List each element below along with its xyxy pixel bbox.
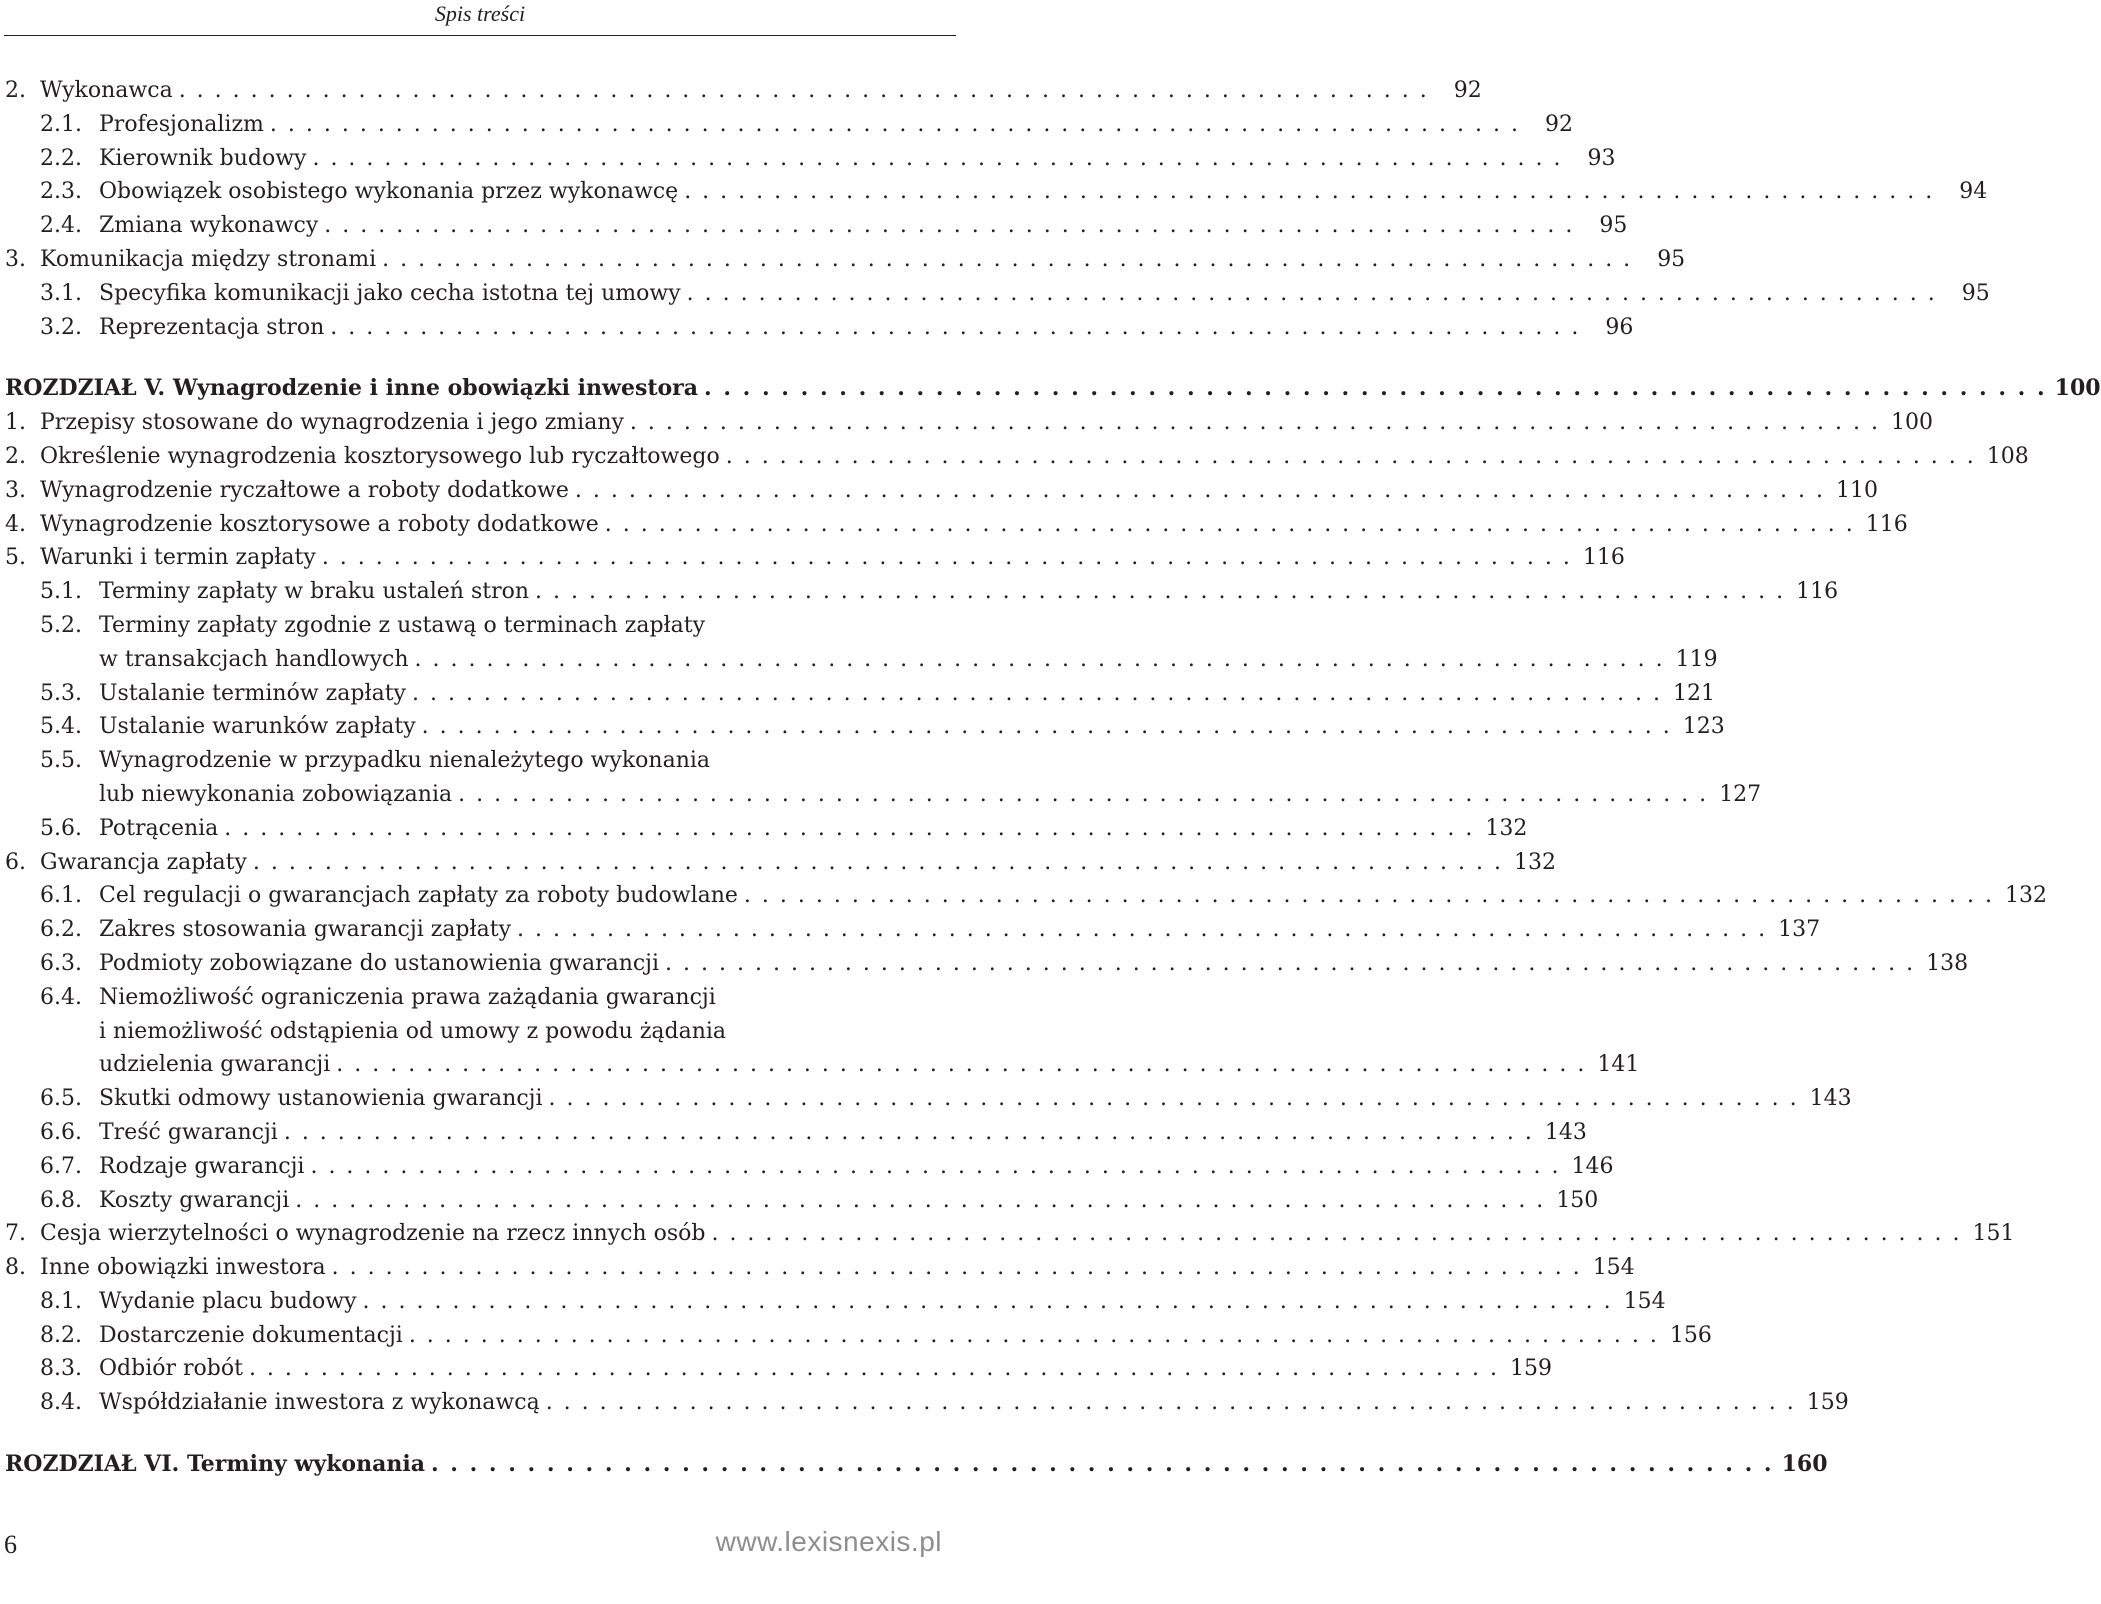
toc-line [5, 744, 936, 778]
toc-title: Określenie wynagrodzenia kosztorysowego lub ryczałtowego [40, 443, 720, 469]
toc-number: 6. [5, 849, 26, 875]
toc-line [5, 981, 936, 1015]
dot-leader: . . . . . . . . . . . . . . . . . . . . . . . . . . . . . . . . . . . . . . . . . . . . . . . . . . . . . . . . . . . . . . . . . . . . . . [414, 646, 1665, 672]
toc-page-number: 95 [1961, 280, 1990, 306]
toc-page-number: 150 [1556, 1187, 1599, 1213]
toc-title: Niemożliwość ograniczenia prawa zażądania gwarancji [99, 984, 716, 1010]
dot-leader: . . . . . . . . . . . . . . . . . . . . . . . . . . . . . . . . . . . . . . . . . . . . . . . . . . . . . . . . . . . . . . . . . . . . . . [330, 314, 1581, 340]
toc-title-continuation: lub niewykonania zobowiązania [99, 781, 453, 807]
dot-leader: . . . . . . . . . . . . . . . . . . . . . . . . . . . . . . . . . . . . . . . . . . . . . . . . . . . . . . . . . . . . . . . . . . . . . . [704, 375, 2047, 402]
toc-number: 3.2. [40, 314, 82, 340]
toc-number: 5.3. [40, 680, 82, 706]
toc-page-number: 138 [1926, 950, 1969, 976]
toc-entry[interactable] [5, 947, 1969, 981]
dot-leader: . . . . . . . . . . . . . . . . . . . . . . . . . . . . . . . . . . . . . . . . . . . . . . . . . . . . . . . . . . . . . . . . . . . . . . [382, 246, 1633, 272]
dot-leader: . . . . . . . . . . . . . . . . . . . . . . . . . . . . . . . . . . . . . . . . . . . . . . . . . . . . . . . . . . . . . . . . . . . . . . [331, 1255, 1582, 1281]
toc-page-number: 146 [1571, 1153, 1614, 1179]
toc-title: Warunki i termin zapłaty [40, 545, 316, 571]
dot-leader: . . . . . . . . . . . . . . . . . . . . . . . . . . . . . . . . . . . . . . . . . . . . . . . . . . . . . . . . . . . . . . . . . . . . . . [458, 781, 1709, 807]
toc-number: 3. [5, 246, 26, 272]
toc-page-number: 119 [1675, 646, 1718, 672]
toc-line [5, 947, 1969, 981]
toc-entry[interactable] [5, 474, 1878, 508]
toc-title: ROZDZIAŁ VI. Terminy wykonania [5, 1451, 425, 1478]
toc-title: Odbiór robót [99, 1356, 243, 1382]
toc-page-number: 96 [1605, 314, 1634, 340]
toc-line [5, 209, 1628, 243]
dot-leader: . . . . . . . . . . . . . . . . . . . . . . . . . . . . . . . . . . . . . . . . . . . . . . . . . . . . . . . . . . . . . . . . . . . . . . [430, 1451, 1774, 1478]
toc-line [5, 677, 1716, 711]
toc-chapter-entry[interactable] [5, 1448, 1828, 1482]
toc-page-number: 94 [1959, 179, 1988, 205]
toc-title: Profesjonalizm [99, 111, 264, 137]
toc-page-number: 100 [2054, 375, 2101, 402]
toc-line [5, 142, 1616, 176]
toc-title: Dostarczenie dokumentacji [99, 1322, 403, 1348]
toc-page-number: 110 [1835, 477, 1878, 503]
toc-page-number: 143 [1544, 1119, 1587, 1145]
dot-leader: . . . . . . . . . . . . . . . . . . . . . . . . . . . . . . . . . . . . . . . . . . . . . . . . . . . . . . . . . . . . . . . . . . . . . . [684, 179, 1935, 205]
toc-page-number: 93 [1587, 145, 1616, 171]
toc-page-number: 123 [1682, 714, 1725, 740]
toc-number: 5.2. [40, 612, 82, 638]
toc-page-number: 159 [1510, 1356, 1552, 1382]
toc-title: Ustalanie terminów zapłaty [99, 680, 406, 706]
toc-title: Specyfika komunikacji jako cecha istotna tej umowy [99, 280, 681, 306]
dot-leader: . . . . . . . . . . . . . . . . . . . . . . . . . . . . . . . . . . . . . . . . . . . . . . . . . . . . . . . . . . . . . . . . . . . . . . [411, 680, 1663, 706]
toc-page-number: 154 [1623, 1288, 1666, 1314]
toc-entry[interactable] [5, 1386, 1849, 1420]
toc-line [5, 1448, 1828, 1482]
toc-title: Potrącenia [99, 815, 219, 841]
toc-entry[interactable] [5, 1184, 1599, 1218]
toc-line-continuation [5, 778, 1762, 812]
toc-number: 2. [5, 78, 26, 103]
dot-leader: . . . . . . . . . . . . . . . . . . . . . . . . . . . . . . . . . . . . . . . . . . . . . . . . . . . . . . . . . . . . . . . . . . . . . . [283, 1119, 1534, 1145]
toc-page-number: 95 [1599, 213, 1628, 239]
toc-page-number: 141 [1597, 1052, 1640, 1078]
toc-number: 6.6. [40, 1119, 82, 1145]
toc-title: Wynagrodzenie w przypadku nienależytego wykonania [99, 748, 711, 774]
toc-number: 2.2. [40, 145, 82, 171]
toc-entry[interactable] [5, 846, 1556, 880]
toc-number: 2. [5, 443, 26, 469]
toc-title: Terminy zapłaty zgodnie z ustawą o terminach zapłaty [99, 612, 706, 638]
dot-leader: . . . . . . . . . . . . . . . . . . . . . . . . . . . . . . . . . . . . . . . . . . . . . . . . . . . . . . . . . . . . . . . . . . . . . . [336, 1052, 1587, 1078]
toc-page-number: 143 [1809, 1086, 1852, 1112]
toc-line [5, 474, 1878, 508]
toc-entry[interactable] [5, 175, 1988, 209]
toc-title-continuation: i niemożliwość odstąpienia od umowy z powodu żądania [99, 1018, 727, 1044]
toc-page-number: 92 [1453, 78, 1482, 103]
toc-page-number: 116 [1796, 579, 1839, 605]
toc-line [5, 913, 1821, 947]
toc-page-number: 100 [1890, 410, 1933, 436]
toc-entry[interactable] [5, 142, 1616, 176]
toc-line [5, 372, 2101, 406]
toc-title: Cesja wierzytelności o wynagrodzenie na rzecz innych osób [40, 1221, 706, 1247]
toc-number: 6.1. [40, 883, 82, 909]
dot-leader: . . . . . . . . . . . . . . . . . . . . . . . . . . . . . . . . . . . . . . . . . . . . . . . . . . . . . . . . . . . . . . . . . . . . . . [665, 950, 1916, 976]
toc-page-number: 132 [2004, 883, 2047, 909]
toc-entry[interactable] [5, 575, 1839, 609]
toc-number: 2.4. [40, 213, 82, 239]
toc-entry[interactable] [5, 609, 1718, 677]
toc-title: Reprezentacja stron [99, 314, 325, 340]
section-gap [5, 1420, 936, 1448]
dot-leader: . . . . . . . . . . . . . . . . . . . . . . . . . . . . . . . . . . . . . . . . . . . . . . . . . . . . . . . . . . . . . . . . . . . . . . [178, 78, 1429, 103]
toc-entry[interactable] [5, 1150, 1614, 1184]
toc-page-number: 156 [1669, 1322, 1712, 1348]
dot-leader: . . . . . . . . . . . . . . . . . . . . . . . . . . . . . . . . . . . . . . . . . . . . . . . . . . . . . . . . . . . . . . . . . . . . . . [324, 213, 1575, 239]
toc-entry[interactable] [5, 1319, 1712, 1353]
toc-entry[interactable] [5, 1285, 1666, 1319]
toc-entry[interactable] [5, 1251, 1635, 1285]
toc-line [5, 710, 1725, 744]
toc-number: 6.2. [40, 917, 82, 943]
toc-line [5, 541, 1625, 575]
toc-line [5, 1116, 1587, 1150]
toc-number: 6.7. [40, 1153, 82, 1179]
table-of-contents [5, 74, 2101, 1482]
toc-number: 1. [5, 410, 26, 436]
toc-title: Treść gwarancji [99, 1119, 278, 1145]
toc-title: Komunikacja między stronami [40, 246, 377, 272]
toc-number: 8.2. [40, 1322, 82, 1348]
toc-entry[interactable] [5, 913, 1821, 947]
dot-leader: . . . . . . . . . . . . . . . . . . . . . . . . . . . . . . . . . . . . . . . . . . . . . . . . . . . . . . . . . . . . . . . . . . . . . . [295, 1187, 1546, 1213]
toc-page-number: 116 [1865, 511, 1908, 537]
dot-leader: . . . . . . . . . . . . . . . . . . . . . . . . . . . . . . . . . . . . . . . . . . . . . . . . . . . . . . . . . . . . . . . . . . . . . . [517, 917, 1768, 943]
dot-leader: . . . . . . . . . . . . . . . . . . . . . . . . . . . . . . . . . . . . . . . . . . . . . . . . . . . . . . . . . . . . . . . . . . . . . . [548, 1086, 1799, 1112]
toc-line [5, 243, 1686, 277]
toc-page-number: 95 [1657, 246, 1686, 272]
dot-leader: . . . . . . . . . . . . . . . . . . . . . . . . . . . . . . . . . . . . . . . . . . . . . . . . . . . . . . . . . . . . . . . . . . . . . . [310, 1153, 1561, 1179]
toc-entry[interactable] [5, 74, 1482, 108]
toc-page-number: 92 [1544, 111, 1573, 137]
dot-leader: . . . . . . . . . . . . . . . . . . . . . . . . . . . . . . . . . . . . . . . . . . . . . . . . . . . . . . . . . . . . . . . . . . . . . . [686, 280, 1937, 306]
toc-number: 8.3. [40, 1356, 82, 1382]
toc-entry[interactable] [5, 1116, 1587, 1150]
toc-number: 6.4. [40, 984, 82, 1010]
toc-entry[interactable] [5, 508, 1908, 542]
toc-number: 5.4. [40, 714, 82, 740]
toc-line [5, 879, 2047, 913]
toc-entry[interactable] [5, 277, 1990, 311]
toc-line [5, 311, 1634, 345]
toc-title: Podmioty zobowiązane do ustanowienia gwarancji [99, 950, 660, 976]
toc-title: Współdziałanie inwestora z wykonawcą [99, 1390, 540, 1416]
toc-number: 3. [5, 477, 26, 503]
toc-line [5, 406, 1933, 440]
dot-leader: . . . . . . . . . . . . . . . . . . . . . . . . . . . . . . . . . . . . . . . . . . . . . . . . . . . . . . . . . . . . . . . . . . . . . . [224, 815, 1475, 841]
running-header: Spis treści [434, 1, 526, 26]
dot-leader: . . . . . . . . . . . . . . . . . . . . . . . . . . . . . . . . . . . . . . . . . . . . . . . . . . . . . . . . . . . . . . . . . . . . . . [743, 883, 1994, 909]
toc-entry[interactable] [5, 981, 1640, 1082]
toc-entry[interactable] [5, 541, 1625, 575]
toc-line [5, 1082, 1852, 1116]
toc-number: 3.1. [40, 280, 82, 306]
toc-title: Skutki odmowy ustanowienia gwarancji [99, 1086, 543, 1112]
toc-entry[interactable] [5, 677, 1716, 711]
dot-leader: . . . . . . . . . . . . . . . . . . . . . . . . . . . . . . . . . . . . . . . . . . . . . . . . . . . . . . . . . . . . . . . . . . . . . . [574, 477, 1825, 503]
toc-title: Ustalanie warunków zapłaty [99, 714, 416, 740]
dot-leader: . . . . . . . . . . . . . . . . . . . . . . . . . . . . . . . . . . . . . . . . . . . . . . . . . . . . . . . . . . . . . . . . . . . . . . [252, 849, 1503, 875]
publisher-url: www.lexisnexis.pl [715, 1526, 942, 1557]
toc-line [5, 1386, 1849, 1420]
toc-number: 6.5. [40, 1086, 82, 1112]
page-number: 6 [4, 1530, 17, 1559]
dot-leader: . . . . . . . . . . . . . . . . . . . . . . . . . . . . . . . . . . . . . . . . . . . . . . . . . . . . . . . . . . . . . . . . . . . . . . [312, 145, 1563, 171]
toc-page-number: 154 [1592, 1255, 1635, 1281]
toc-title: Przepisy stosowane do wynagrodzenia i jego zmiany [40, 410, 624, 436]
dot-leader: . . . . . . . . . . . . . . . . . . . . . . . . . . . . . . . . . . . . . . . . . . . . . . . . . . . . . . . . . . . . . . . . . . . . . . [604, 511, 1855, 537]
toc-title-continuation: udzielenia gwarancji [99, 1052, 331, 1078]
toc-title: Gwarancja zapłaty [40, 849, 247, 875]
toc-line [5, 1251, 1635, 1285]
toc-entry[interactable] [5, 879, 2047, 913]
dot-leader: . . . . . . . . . . . . . . . . . . . . . . . . . . . . . . . . . . . . . . . . . . . . . . . . . . . . . . . . . . . . . . . . . . . . . . [421, 714, 1672, 740]
toc-line [5, 812, 1528, 846]
toc-number: 2.1. [40, 111, 82, 137]
dot-leader: . . . . . . . . . . . . . . . . . . . . . . . . . . . . . . . . . . . . . . . . . . . . . . . . . . . . . . . . . . . . . . . . . . . . . . [535, 579, 1786, 605]
toc-line [5, 175, 1988, 209]
toc-entry[interactable] [5, 1082, 1852, 1116]
dot-leader: . . . . . . . . . . . . . . . . . . . . . . . . . . . . . . . . . . . . . . . . . . . . . . . . . . . . . . . . . . . . . . . . . . . . . . [629, 410, 1880, 436]
toc-page-number: 160 [1781, 1451, 1828, 1478]
toc-number: 8.4. [40, 1390, 82, 1416]
toc-title: Wynagrodzenie ryczałtowe a roboty dodatkowe [40, 477, 569, 503]
toc-page-number: 132 [1513, 849, 1556, 875]
toc-entry[interactable] [5, 710, 1725, 744]
toc-line [5, 1150, 1614, 1184]
toc-number: 6.8. [40, 1187, 82, 1213]
toc-number: 8. [5, 1255, 26, 1281]
toc-line-continuation [5, 643, 1718, 677]
toc-number: 7. [5, 1221, 26, 1247]
toc-entry[interactable] [5, 1352, 1552, 1386]
toc-page-number: 108 [1986, 443, 2029, 469]
toc-title: Inne obowiązki inwestora [40, 1255, 326, 1281]
dot-leader: . . . . . . . . . . . . . . . . . . . . . . . . . . . . . . . . . . . . . . . . . . . . . . . . . . . . . . . . . . . . . . . . . . . . . . [321, 545, 1572, 571]
toc-line [5, 1217, 2015, 1251]
dot-leader: . . . . . . . . . . . . . . . . . . . . . . . . . . . . . . . . . . . . . . . . . . . . . . . . . . . . . . . . . . . . . . . . . . . . . . [711, 1221, 1962, 1247]
toc-title: Terminy zapłaty w braku ustaleń stron [99, 579, 530, 605]
toc-line [5, 508, 1908, 542]
toc-page-number: 121 [1673, 680, 1716, 706]
toc-number: 5.6. [40, 815, 82, 841]
toc-title: Obowiązek osobistego wykonania przez wykonawcę [99, 179, 679, 205]
dot-leader: . . . . . . . . . . . . . . . . . . . . . . . . . . . . . . . . . . . . . . . . . . . . . . . . . . . . . . . . . . . . . . . . . . . . . . [725, 443, 1976, 469]
toc-entry[interactable] [5, 243, 1686, 277]
toc-page-number: 151 [1972, 1221, 2015, 1247]
toc-number: 2.3. [40, 179, 82, 205]
toc-entry[interactable] [5, 311, 1634, 345]
toc-entry[interactable] [5, 406, 1933, 440]
toc-line [5, 1285, 1666, 1319]
toc-line [5, 277, 1990, 311]
toc-line [5, 1352, 1552, 1386]
toc-line [5, 108, 1573, 142]
toc-title: Zakres stosowania gwarancji zapłaty [99, 917, 512, 943]
toc-title: Wydanie placu budowy [99, 1288, 357, 1314]
toc-line [5, 846, 1556, 880]
toc-line [5, 609, 936, 643]
toc-number: 4. [5, 511, 26, 537]
toc-chapter-entry[interactable] [5, 372, 2101, 406]
toc-line-continuation [5, 1015, 936, 1049]
toc-title: Kierownik budowy [99, 145, 307, 171]
toc-title: Wynagrodzenie kosztorysowe a roboty dodatkowe [40, 511, 599, 537]
toc-page-number: 127 [1719, 781, 1762, 807]
toc-number: 8.1. [40, 1288, 82, 1314]
toc-page-number: 137 [1778, 917, 1821, 943]
toc-entry[interactable] [5, 209, 1628, 243]
toc-entry[interactable] [5, 108, 1573, 142]
section-gap [5, 344, 936, 372]
toc-title-continuation: w transakcjach handlowych [99, 646, 409, 672]
dot-leader: . . . . . . . . . . . . . . . . . . . . . . . . . . . . . . . . . . . . . . . . . . . . . . . . . . . . . . . . . . . . . . . . . . . . . . [408, 1322, 1659, 1348]
dot-leader: . . . . . . . . . . . . . . . . . . . . . . . . . . . . . . . . . . . . . . . . . . . . . . . . . . . . . . . . . . . . . . . . . . . . . . [248, 1356, 1499, 1382]
toc-line [5, 74, 1482, 108]
toc-title: Wykonawca [40, 78, 173, 103]
toc-entry[interactable] [5, 1217, 2015, 1251]
toc-line-continuation [5, 1048, 1640, 1082]
toc-number: 5.5. [40, 748, 82, 774]
toc-entry[interactable] [5, 440, 2029, 474]
dot-leader: . . . . . . . . . . . . . . . . . . . . . . . . . . . . . . . . . . . . . . . . . . . . . . . . . . . . . . . . . . . . . . . . . . . . . . [545, 1390, 1796, 1416]
toc-line [5, 440, 2029, 474]
toc-line [5, 1184, 1599, 1218]
header-rule [4, 35, 956, 36]
toc-number: 6.3. [40, 950, 82, 976]
toc-line [5, 1319, 1712, 1353]
dot-leader: . . . . . . . . . . . . . . . . . . . . . . . . . . . . . . . . . . . . . . . . . . . . . . . . . . . . . . . . . . . . . . . . . . . . . . [269, 111, 1520, 137]
dot-leader: . . . . . . . . . . . . . . . . . . . . . . . . . . . . . . . . . . . . . . . . . . . . . . . . . . . . . . . . . . . . . . . . . . . . . . [362, 1288, 1613, 1314]
toc-title: ROZDZIAŁ V. Wynagrodzenie i inne obowiązki inwestora [5, 375, 699, 402]
toc-line [5, 575, 1839, 609]
toc-number: 5.1. [40, 579, 82, 605]
toc-title: Koszty gwarancji [99, 1187, 290, 1213]
toc-page-number: 159 [1806, 1390, 1849, 1416]
toc-entry[interactable] [5, 744, 1762, 812]
toc-title: Cel regulacji o gwarancjach zapłaty za roboty budowlane [99, 883, 738, 909]
toc-title: Rodzaje gwarancji [99, 1153, 305, 1179]
toc-number: 5. [5, 545, 26, 571]
toc-entry[interactable] [5, 812, 1528, 846]
toc-page-number: 132 [1485, 815, 1528, 841]
toc-page-number: 116 [1582, 545, 1625, 571]
toc-title: Zmiana wykonawcy [99, 213, 319, 239]
